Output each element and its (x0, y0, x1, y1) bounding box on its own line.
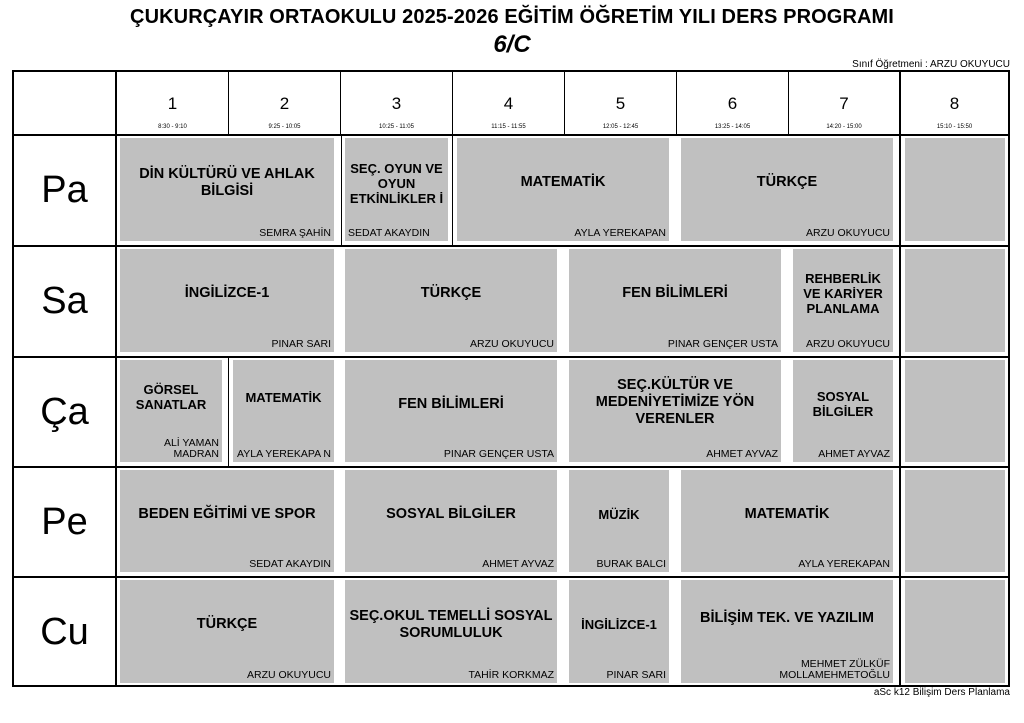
period-header-6 (677, 72, 789, 134)
lesson-cell[interactable] (569, 470, 669, 572)
row-divider (14, 245, 1008, 247)
lesson-subject: TÜRKÇE (420, 285, 482, 301)
period-time: 15:10 - 15:50 (936, 124, 973, 130)
row-divider (14, 466, 1008, 468)
period-number: 4 (503, 94, 514, 113)
lesson-subject: MATEMATİK (744, 505, 830, 522)
timetable-grid (12, 70, 1010, 687)
column-divider (899, 134, 901, 685)
lesson-subject: İNGİLİZCE-1 (581, 617, 657, 632)
lesson-subject: DİN KÜLTÜRÜ VE AHLAK BİLGİSİ (139, 165, 315, 199)
lesson-subject (909, 360, 1001, 448)
lesson-cell[interactable] (345, 138, 448, 241)
period-header-8 (901, 72, 1008, 134)
empty-lesson-cell[interactable] (905, 249, 1005, 352)
lesson-subject: İNGİLİZCE-1 (184, 285, 270, 301)
period-number: 5 (615, 94, 626, 113)
lesson-teacher: AYLA YEREKAPAN (798, 558, 890, 570)
lesson-subject: SEÇ.OKUL TEMELLİ SOSYAL SORUMLULUK (349, 607, 553, 641)
header-corner-cell (14, 72, 117, 134)
lesson-teacher: ALİ YAMAN MADRAN (163, 437, 219, 460)
lesson-cell[interactable] (457, 138, 669, 241)
lesson-teacher: SEMRA ŞAHİN (259, 227, 331, 239)
lesson-subject (909, 138, 1001, 227)
lesson-teacher: AHMET AYVAZ (706, 448, 778, 460)
lesson-subject: SOSYAL BİLGİLER (386, 505, 516, 522)
lesson-subject: MÜZİK (598, 506, 640, 522)
lesson-subject: REHBERLİK VE KARİYER PLANLAMA (803, 271, 883, 316)
day-label-pe: Pe (41, 500, 88, 543)
lesson-cell[interactable] (569, 249, 781, 352)
lesson-teacher: ARZU OKUYUCU (246, 669, 331, 681)
lesson-cell[interactable] (569, 580, 669, 683)
period-header-4 (453, 72, 565, 134)
row-divider (14, 576, 1008, 578)
lesson-subject: SOSYAL BİLGİLER (812, 389, 874, 419)
lesson-cell[interactable] (345, 470, 557, 572)
lesson-subject: MATEMATİK (245, 389, 322, 405)
lesson-teacher: ARZU OKUYUCU (805, 227, 890, 239)
period-time: 9:25 - 10:05 (268, 124, 301, 130)
period-time: 12:05 - 12:45 (602, 124, 639, 130)
lesson-subject: FEN BİLİMLERİ (398, 395, 504, 412)
lesson-cell[interactable] (120, 580, 334, 683)
lesson-subject: MATEMATİK (520, 174, 606, 190)
lesson-teacher: AHMET AYVAZ (482, 558, 554, 570)
lesson-teacher: ARZU OKUYUCU (805, 338, 890, 350)
row-divider (14, 356, 1008, 358)
column-divider (115, 134, 117, 685)
lesson-teacher: ARZU OKUYUCU (469, 338, 554, 350)
lesson-cell[interactable] (345, 249, 557, 352)
lesson-subject: FEN BİLİMLERİ (622, 285, 728, 301)
lesson-cell[interactable] (120, 249, 334, 352)
period-header-7 (789, 72, 901, 134)
period-header-1 (117, 72, 229, 134)
footer-credit: aSc k12 Bilişim Ders Planlama (873, 687, 1010, 698)
lesson-teacher: PINAR SARI (606, 669, 666, 681)
cell-separator (341, 136, 342, 245)
period-number: 3 (391, 94, 402, 113)
period-time: 8:30 - 9:10 (158, 124, 187, 130)
lesson-subject: TÜRKÇE (196, 616, 258, 632)
lesson-cell[interactable] (681, 580, 893, 683)
lesson-cell[interactable] (793, 249, 893, 352)
period-number: 6 (727, 94, 738, 113)
lesson-cell[interactable] (120, 360, 222, 462)
lesson-teacher: AYLA YEREKAPAN (574, 227, 666, 239)
lesson-cell[interactable] (345, 580, 557, 683)
day-label-pa: Pa (41, 168, 88, 211)
lesson-cell[interactable] (233, 360, 334, 462)
lesson-cell[interactable] (681, 470, 893, 572)
lesson-cell[interactable] (793, 360, 893, 462)
lesson-teacher: AHMET AYVAZ (818, 448, 890, 460)
cell-separator (228, 358, 229, 466)
period-number: 8 (949, 94, 960, 113)
lesson-cell[interactable] (569, 360, 781, 462)
lesson-subject: BİLİŞİM TEK. VE YAZILIM (699, 610, 875, 626)
period-time: 13:25 - 14:05 (714, 124, 751, 130)
empty-lesson-cell[interactable] (905, 360, 1005, 462)
lesson-teacher: MEHMET ZÜLKÜF MOLLAMEHMETOĞLU (779, 658, 890, 681)
lesson-subject: GÖRSEL SANATLAR (135, 382, 207, 412)
lesson-teacher: SEDAT AKAYDIN (249, 558, 331, 570)
period-time: 10:25 - 11:05 (379, 124, 414, 130)
lesson-cell[interactable] (345, 360, 557, 462)
lesson-teacher: TAHİR KORKMAZ (468, 669, 554, 681)
homeroom-teacher: Sınıf Öğretmeni : ARZU OKUYUCU (852, 59, 1010, 70)
period-header-5 (565, 72, 677, 134)
empty-lesson-cell[interactable] (905, 580, 1005, 683)
lesson-subject (909, 249, 1001, 338)
lesson-teacher: PINAR SARI (271, 338, 331, 350)
empty-lesson-cell[interactable] (905, 138, 1005, 241)
period-number: 2 (279, 94, 290, 113)
lesson-subject: SEÇ. OYUN VE OYUN ETKİNLİKLER İ (349, 161, 444, 206)
page-title: ÇUKURÇAYIR ORTAOKULU 2025-2026 EĞİTİM ÖĞRETİM YILI DERS PROGRAMI (130, 6, 894, 28)
lesson-teacher: AYLA YEREKAPA N (237, 448, 331, 460)
lesson-subject (909, 580, 1001, 669)
day-label-sa: Sa (41, 279, 88, 322)
row-divider (14, 134, 1008, 136)
lesson-subject (909, 470, 1001, 558)
lesson-subject: TÜRKÇE (756, 174, 818, 190)
lesson-cell[interactable] (120, 470, 334, 572)
lesson-subject: BEDEN EĞİTİMİ VE SPOR (138, 505, 316, 522)
day-label-cu: Cu (40, 610, 89, 653)
period-number: 1 (167, 94, 178, 113)
lesson-teacher: BURAK BALCI (596, 558, 666, 570)
period-number: 7 (839, 94, 849, 113)
lesson-cell[interactable] (120, 138, 334, 241)
lesson-teacher: PINAR GENÇER USTA (667, 338, 778, 350)
period-time: 14:20 - 15:00 (826, 124, 862, 130)
cell-separator (452, 136, 453, 245)
empty-lesson-cell[interactable] (905, 470, 1005, 572)
day-label-ca: Ça (40, 390, 89, 433)
period-time: 11:15 - 11:55 (491, 124, 526, 130)
lesson-teacher: SEDAT AKAYDIN (348, 227, 430, 239)
lesson-subject: SEÇ.KÜLTÜR VE MEDENİYETİMİZE YÖN VERENLER (595, 376, 755, 427)
period-header-2 (229, 72, 341, 134)
class-name: 6/C (493, 31, 531, 58)
lesson-teacher: PINAR GENÇER USTA (443, 448, 554, 460)
period-header-3 (341, 72, 453, 134)
lesson-cell[interactable] (681, 138, 893, 241)
